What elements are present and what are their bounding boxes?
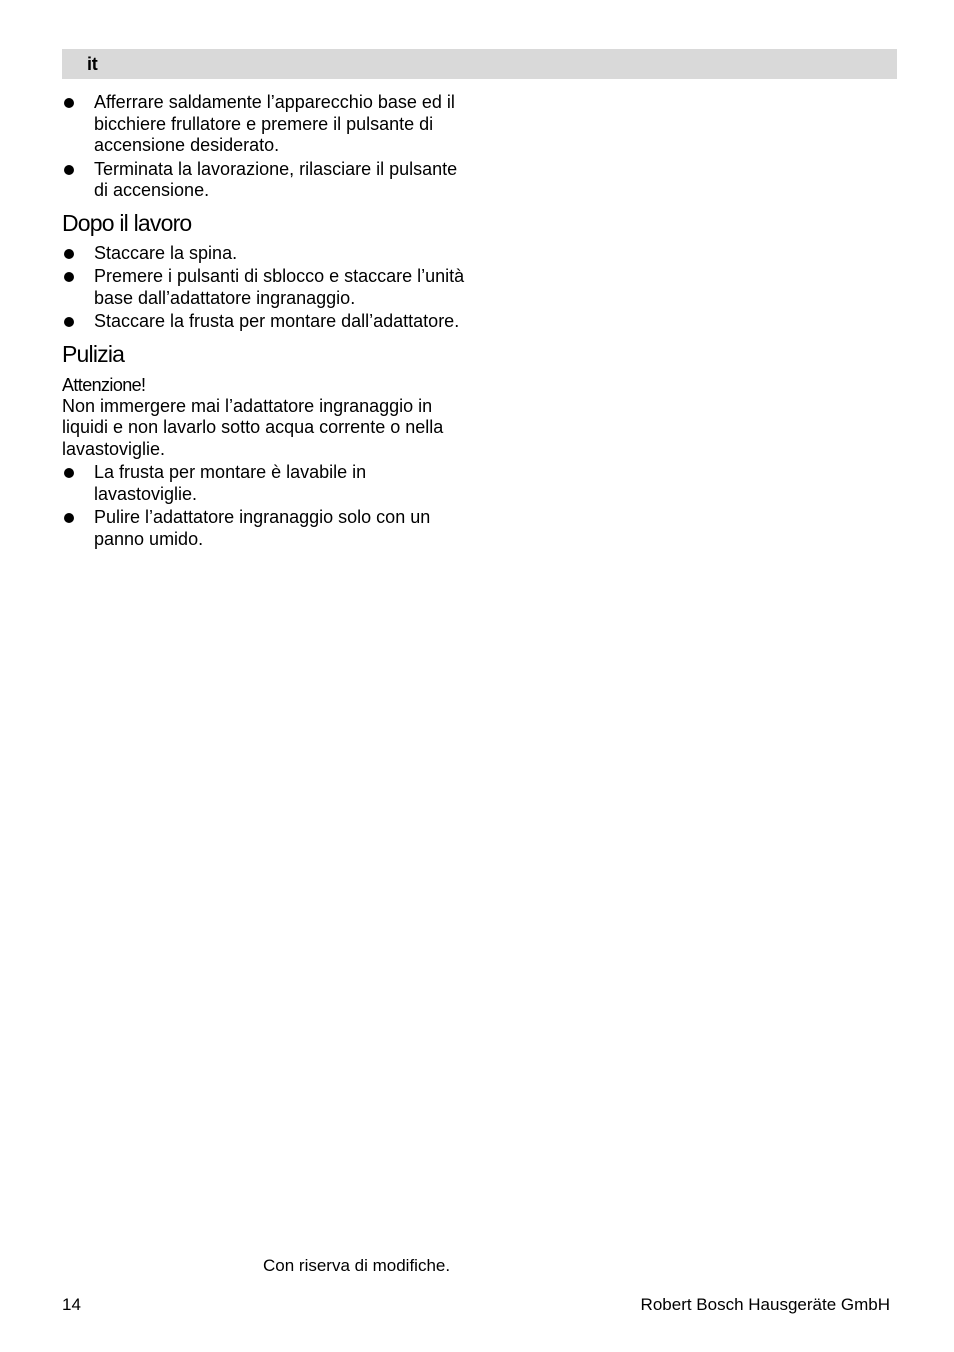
company-name: Robert Bosch Hausgeräte GmbH: [640, 1295, 890, 1314]
after-work-list: [62, 243, 472, 333]
list-item: Staccare la spina.: [62, 243, 472, 265]
language-code: it: [87, 54, 98, 74]
section-title-after-work: Dopo il lavoro: [62, 209, 192, 236]
section-title-cleaning: Pulizia: [62, 340, 125, 367]
cleaning-list: [62, 462, 472, 550]
list-item: La frusta per montare è lavabile in lavastoviglie.: [62, 462, 472, 505]
list-item: Premere i pulsanti di sblocco e staccare l’unità base dall’adattatore ingranaggio.: [62, 266, 472, 309]
list-item: Afferrare saldamente l’apparecchio base ed il bicchiere frullatore e premere il pulsante di accensione desiderato.: [62, 92, 472, 157]
bullet-icon: [64, 272, 74, 282]
bullet-icon: [64, 317, 74, 327]
bullet-icon: [64, 249, 74, 259]
list-item: Terminata la lavorazione, rilasciare il pulsante di accensione.: [62, 159, 472, 202]
bullet-icon: [64, 165, 74, 175]
bullet-icon: [64, 468, 74, 478]
intro-list: [62, 92, 472, 202]
content-column: [62, 90, 472, 552]
warning-text: Non immergere mai l’adattatore ingranaggio in liquidi e non lavarlo sotto acqua corrente o nella lavastoviglie.: [62, 395, 444, 459]
warning-title: Attenzione!: [62, 374, 146, 395]
list-item: Staccare la frusta per montare dall’adattatore.: [62, 311, 472, 333]
page-number: 14: [62, 1295, 81, 1314]
bullet-icon: [64, 98, 74, 108]
list-item: Pulire l’adattatore ingranaggio solo con un panno umido.: [62, 507, 472, 550]
language-header-bar: [62, 49, 897, 79]
footer-note: Con riserva di modifiche.: [263, 1256, 451, 1275]
bullet-icon: [64, 513, 74, 523]
